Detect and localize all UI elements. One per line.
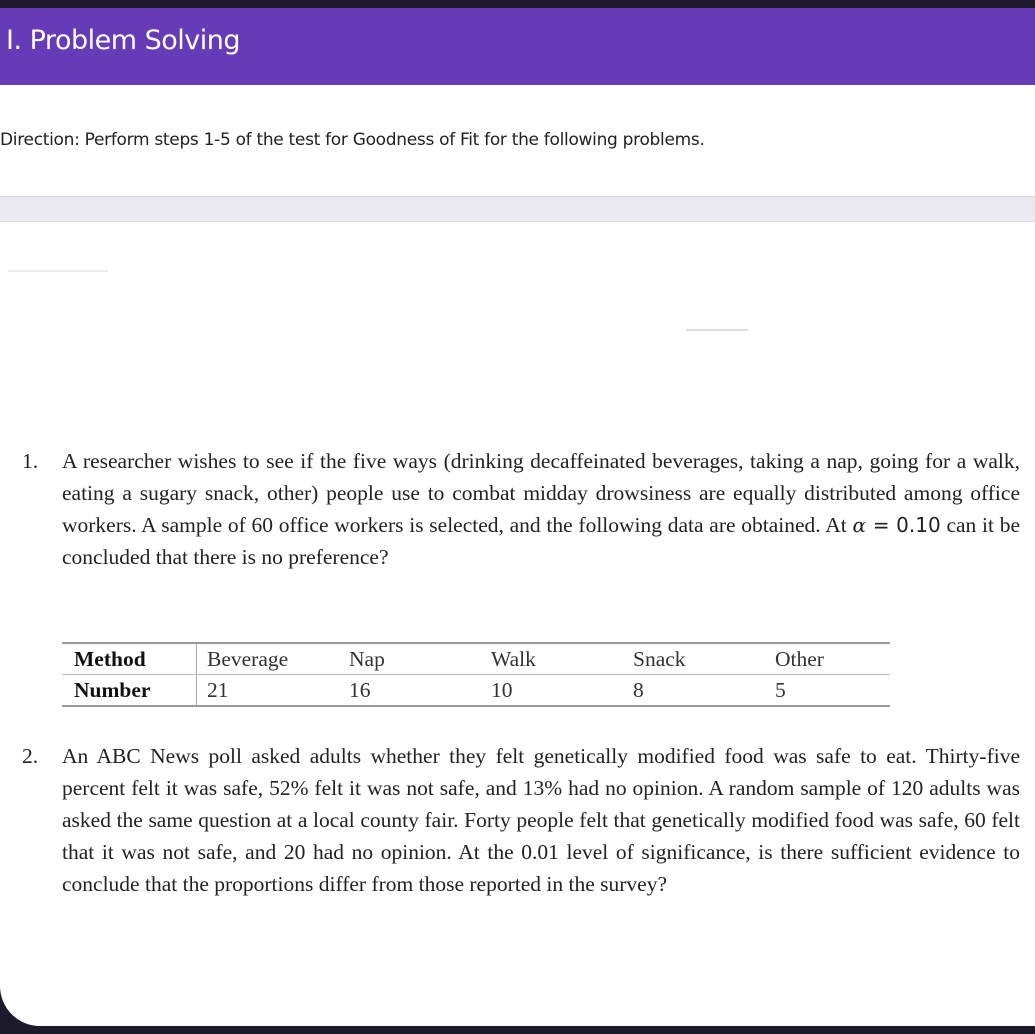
table-cell: Other <box>771 643 890 675</box>
problem-2 <box>22 740 1020 900</box>
problem-text-part: can it be concluded that there is no preference? <box>62 513 1020 569</box>
form-page <box>0 8 1035 1026</box>
problem-text <box>62 445 1020 573</box>
row-label-method: Method <box>62 643 197 675</box>
alpha-symbol: α <box>852 513 866 537</box>
table-cell: Nap <box>345 643 487 675</box>
table-row <box>62 643 890 675</box>
table-cell: Beverage <box>197 643 346 675</box>
table-cell: Walk <box>487 643 629 675</box>
section-title: I. Problem Solving <box>6 25 240 56</box>
problem-number: 2. <box>22 744 39 768</box>
alpha-expression <box>852 513 940 537</box>
alpha-value: = 0.10 <box>865 513 941 537</box>
section-divider <box>0 196 1035 222</box>
data-table <box>62 642 890 707</box>
faint-mark-right <box>686 329 748 331</box>
table-cell: 21 <box>207 678 229 702</box>
table-cell: 5 <box>775 678 786 702</box>
problem-text: An ABC News poll asked adults whether they felt genetically modified food was safe to eat. Thirty-five percent felt it was safe, 52% felt it was not safe, and 13% had no opinion. A random sample of 120 adults was asked the same question at a local county fair. Forty people felt that genetically modified food was safe, 60 felt that it was not safe, and 20 had no opinion. At the 0.01 level of significance, is there sufficient evidence to conclude that the proportions differ from those reported in the survey? <box>62 744 1020 896</box>
table-cell: Snack <box>629 643 771 675</box>
table-cell: 8 <box>633 678 644 702</box>
section-header <box>0 8 1035 85</box>
problem-number: 1. <box>22 449 39 473</box>
row-label-number: Number <box>62 675 197 707</box>
faint-mark-left <box>8 270 108 272</box>
table-cell: 10 <box>491 678 513 702</box>
table-cell: 16 <box>349 678 371 702</box>
table-row <box>62 675 890 707</box>
direction-text: Direction: Perform steps 1-5 of the test for Goodness of Fit for the following problems. <box>0 130 705 150</box>
problem-text-part: A researcher wishes to see if the five ways (drinking decaffeinated beverages, taking a nap, going for a walk, eating a sugary snack, other) people use to combat midday drowsiness are equally distributed among office workers. A sample of 60 office workers is selected, and the following data are obtained. At <box>62 449 1020 537</box>
problem-1 <box>22 445 1020 573</box>
